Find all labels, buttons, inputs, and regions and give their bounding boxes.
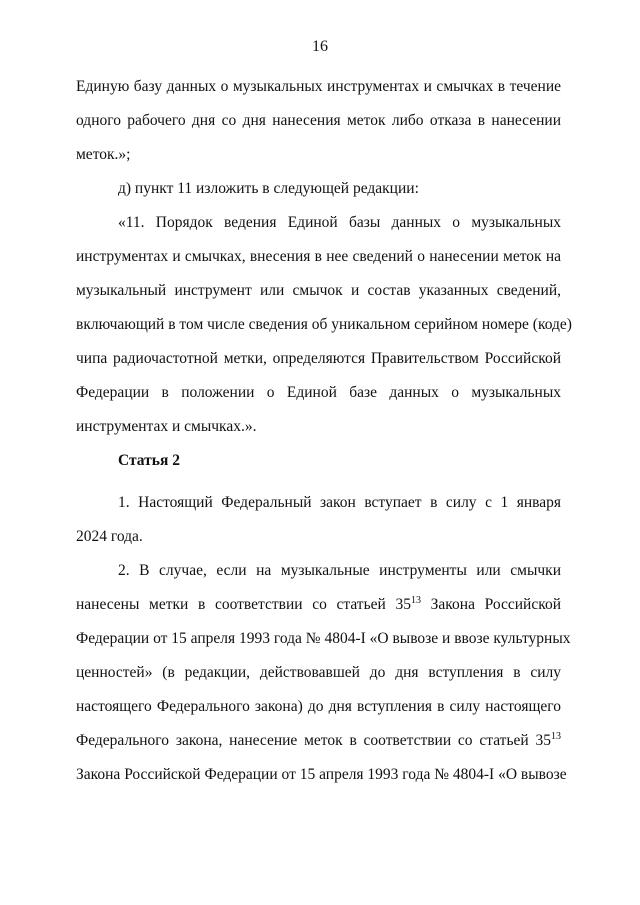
- text-line: инструментах и смычках.».: [76, 418, 257, 435]
- text-line: чипа радиочастотной метки, определяются Правительством Российской: [76, 350, 561, 367]
- text-segment: нанесены метки в соответствии со статьей 35: [76, 596, 411, 613]
- text-line: [76, 595, 561, 629]
- text-line: настоящего Федерального закона) до дня вступления в силу настоящего: [76, 698, 561, 715]
- text-line: включающий в том числе сведения об уникальном серийном номере (коде): [76, 316, 572, 333]
- paragraph-effective-date: [76, 493, 561, 561]
- text-line: 2. В случае, если на музыкальные инструменты или смычки: [118, 562, 561, 579]
- text-line: «11. Порядок ведения Единой базы данных о музыкальных: [118, 214, 561, 231]
- text-segment: Федерального закона, нанесение меток в соответствии со статьей 35: [76, 732, 551, 749]
- paragraph-transitional-provision: [76, 561, 571, 799]
- document-body: [76, 77, 572, 799]
- text-line: [76, 731, 561, 765]
- text-line: 2024 года.: [76, 528, 143, 545]
- text-line: 1. Настоящий Федеральный закон вступает в силу с 1 января: [118, 494, 561, 511]
- text-line: инструментах и смычках, внесения в нее сведений о нанесении меток на: [76, 248, 561, 265]
- text-line: Закона Российской Федерации от 15 апреля 1993 года № 4804-I «О вывозе: [76, 766, 567, 783]
- text-line: ценностей» (в редакции, действовавшей до дня вступления в силу: [76, 664, 561, 681]
- text-line: Единую базу данных о музыкальных инструментах и смычках в течение: [76, 78, 561, 95]
- text-line: Федерации от 15 апреля 1993 года № 4804-I «О вывозе и ввозе культурных: [76, 630, 571, 647]
- paragraph-item-d: [76, 179, 561, 213]
- superscript: 13: [410, 595, 421, 606]
- article-heading: Статья 2: [118, 452, 180, 469]
- paragraph-clause-11: [76, 213, 572, 451]
- text-line: музыкальный инструмент или смычок и состав указанных сведений,: [76, 282, 561, 299]
- text-line: одного рабочего дня со дня нанесения меток либо отказа в нанесении: [76, 112, 561, 129]
- page-number: 16: [312, 38, 328, 55]
- text-segment: Закона Российской: [420, 596, 561, 613]
- superscript: 13: [551, 731, 561, 742]
- text-line: меток.»;: [76, 146, 131, 163]
- paragraph-unified-database: [76, 77, 561, 179]
- text-line: д) пункт 11 изложить в следующей редакции:: [118, 180, 419, 197]
- text-line: Федерации в положении о Единой базе данных о музыкальных: [76, 384, 561, 401]
